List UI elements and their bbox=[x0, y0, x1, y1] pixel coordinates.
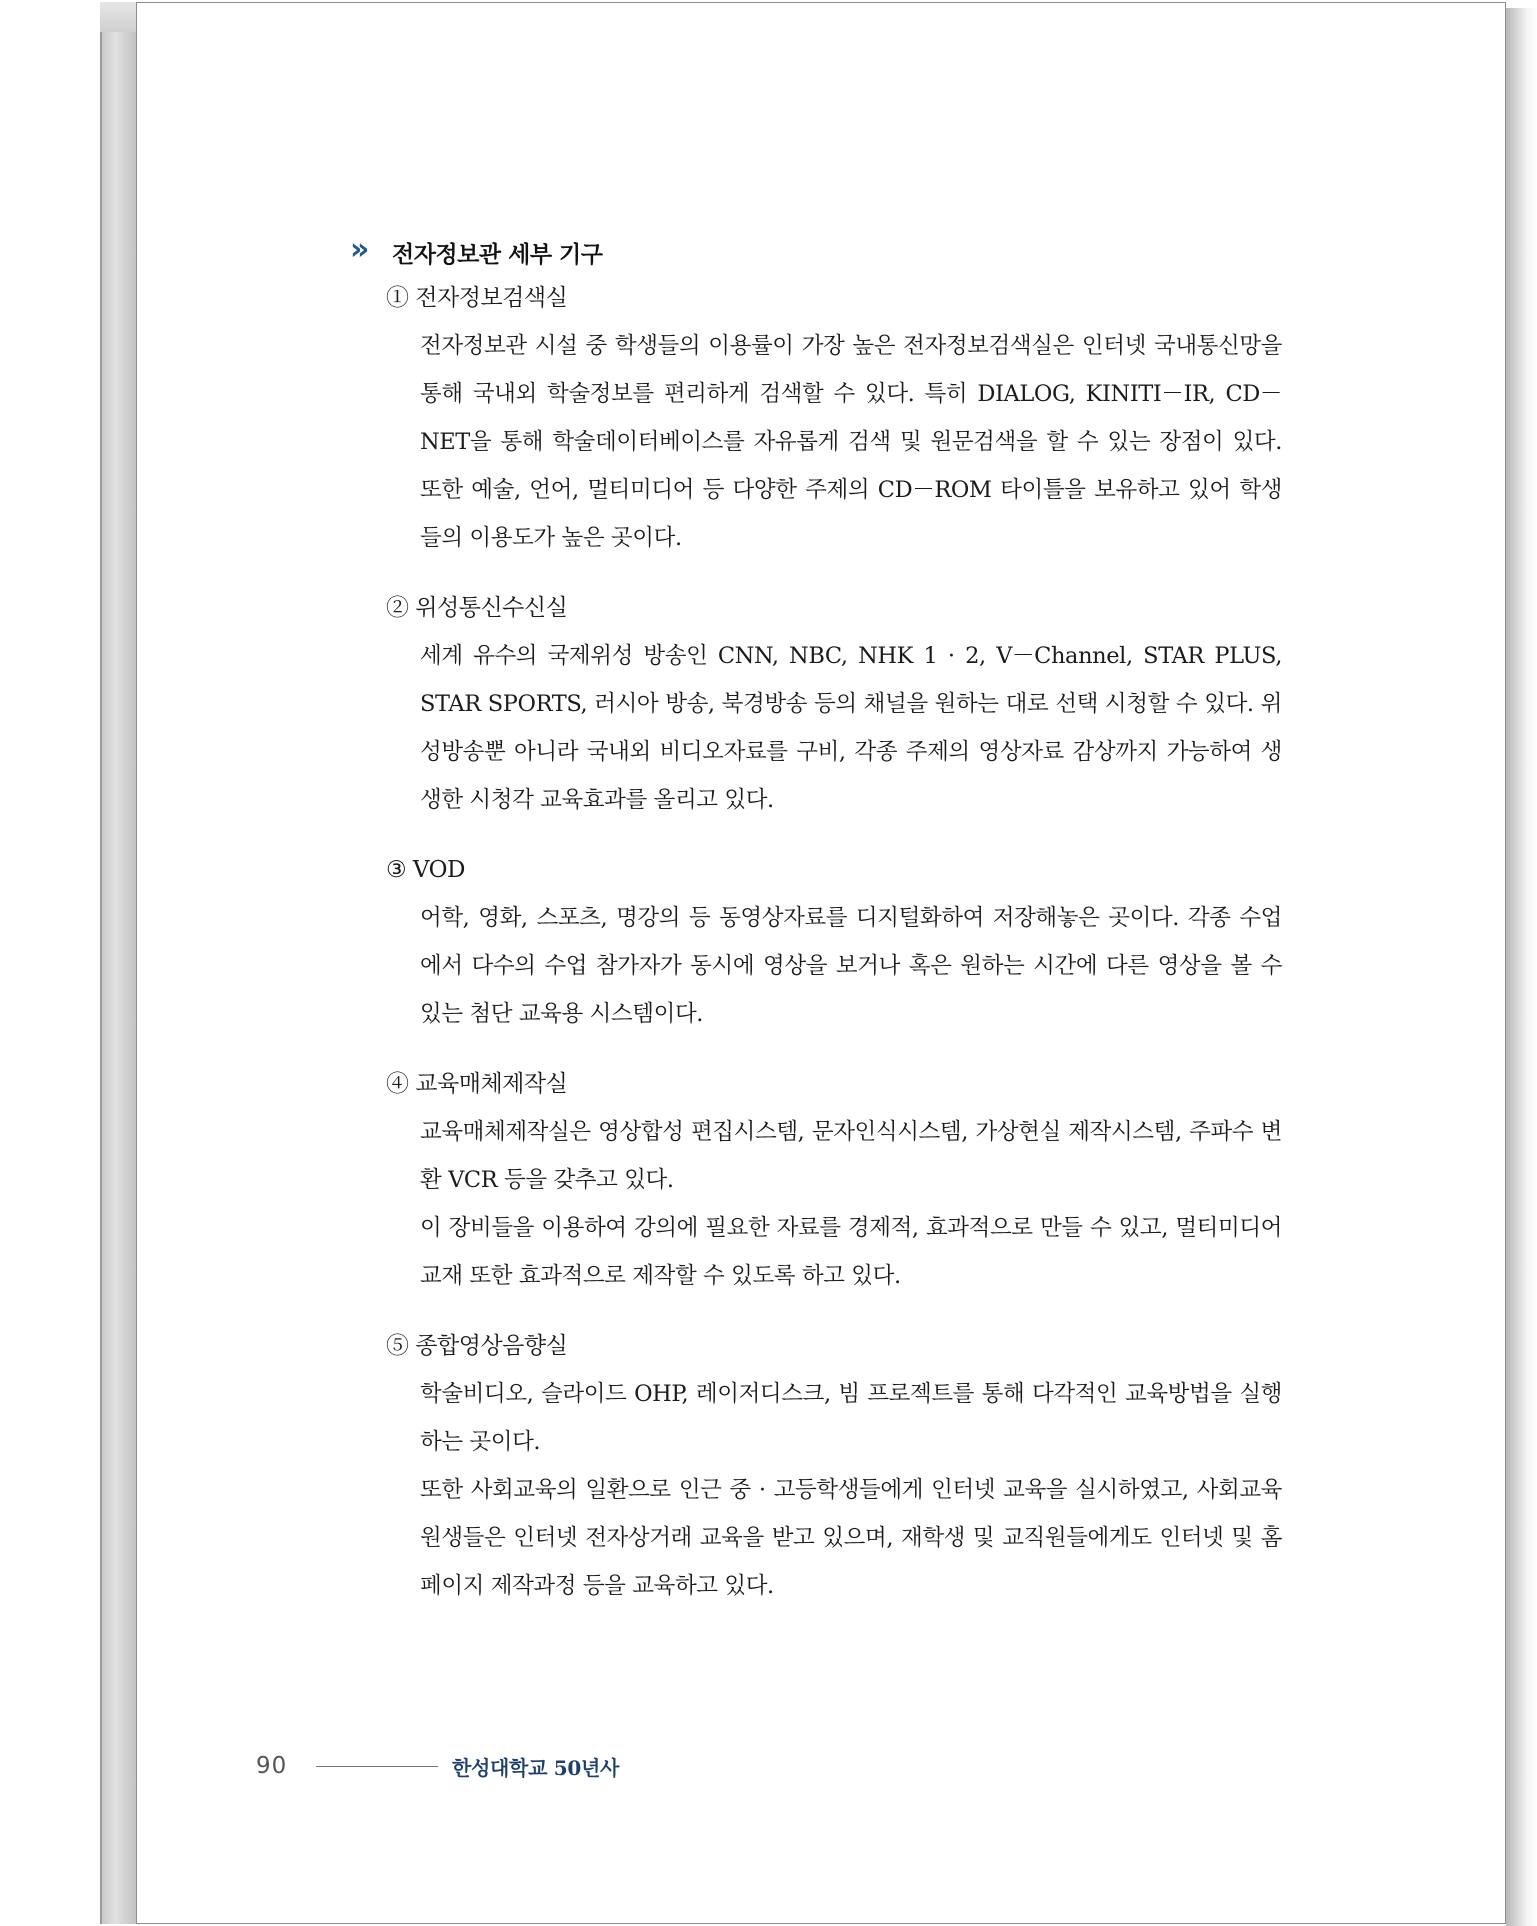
double-chevron-right-icon: » bbox=[350, 232, 370, 267]
paragraph: 세계 유수의 국제위성 방송인 CNN, NBC, NHK 1 · 2, V－Channel, STAR PLUS, STAR SPORTS, 러시아 방송, 북경방송 등의 채널을 원하는 대로 선택 시청할 수 있다. 위성방송뿐 아니라 국내외 비디오자료를 구비, 각종 주제의 영상자료 감상까지 가능하여 생생한 시청각 교육효과를 올리고 있다. bbox=[420, 643, 1282, 813]
page-shadow bbox=[1506, 8, 1537, 1926]
book-corner bbox=[100, 2, 140, 32]
heading-text: 전자정보관 세부 기구 bbox=[392, 241, 603, 268]
section-title: ④ 교육매체제작실 bbox=[386, 1071, 568, 1097]
paragraph: 전자정보관 시설 중 학생들의 이용률이 가장 높은 전자정보검색실은 인터넷 국내통신망을 통해 국내외 학술정보를 편리하게 검색할 수 있다. 특히 DIALOG, KINITI－IR, CD－NET을 통해 학술데이터베이스를 자유롭게 검색 및 원문검색을 할 수 있는 장점이 있다. 또한 예술, 언어, 멀티미디어 등 다양한 주제의 CD－ROM 타이틀을 보유하고 있어 학생들의 이용도가 높은 곳이다. bbox=[420, 333, 1282, 551]
page-content bbox=[350, 230, 1282, 1610]
section-item bbox=[386, 846, 1282, 1038]
book-spine-edge bbox=[100, 2, 140, 1924]
section-body bbox=[420, 1108, 1282, 1300]
paragraph: 교육매체제작실은 영상합성 편집시스템, 문자인식시스템, 가상현실 제작시스템, 주파수 변환 VCR 등을 갖추고 있다. bbox=[420, 1119, 1282, 1193]
section-item bbox=[386, 274, 1282, 562]
footer-rule bbox=[316, 1766, 438, 1767]
section-title: ③ VOD bbox=[386, 857, 465, 883]
section-item bbox=[386, 1060, 1282, 1300]
section-heading bbox=[350, 230, 1282, 274]
section-body bbox=[420, 322, 1282, 562]
paragraph: 어학, 영화, 스포츠, 명강의 등 동영상자료를 디지털화하여 저장해놓은 곳이다. 각종 수업에서 다수의 수업 참가자가 동시에 영상을 보거나 혹은 원하는 시간에 다른 영상을 볼 수 있는 첨단 교육용 시스템이다. bbox=[420, 905, 1282, 1027]
section-title: ① 전자정보검색실 bbox=[386, 285, 568, 311]
paragraph: 또한 사회교육의 일환으로 인근 중 · 고등학생들에게 인터넷 교육을 실시하였고, 사회교육원생들은 인터넷 전자상거래 교육을 받고 있으며, 재학생 및 교직원들에게도 인터넷 및 홈페이지 제작과정 등을 교육하고 있다. bbox=[420, 1477, 1282, 1599]
section-title: ② 위성통신수신실 bbox=[386, 595, 568, 621]
book-title: 한성대학교 50년사 bbox=[452, 1755, 620, 1780]
section-title: ⑤ 종합영상음향실 bbox=[386, 1333, 568, 1359]
section-body bbox=[420, 632, 1282, 824]
paragraph: 학술비디오, 슬라이드 OHP, 레이저디스크, 빔 프로젝트를 통해 다각적인 교육방법을 실행하는 곳이다. bbox=[420, 1381, 1282, 1455]
section-item bbox=[386, 584, 1282, 824]
page-footer bbox=[256, 1746, 619, 1786]
page-number: 90 bbox=[256, 1753, 288, 1779]
paragraph: 이 장비들을 이용하여 강의에 필요한 자료를 경제적, 효과적으로 만들 수 있고, 멀티미디어 교재 또한 효과적으로 제작할 수 있도록 하고 있다. bbox=[420, 1215, 1282, 1289]
section-item bbox=[386, 1322, 1282, 1610]
section-body bbox=[420, 1370, 1282, 1610]
section-body bbox=[420, 894, 1282, 1038]
